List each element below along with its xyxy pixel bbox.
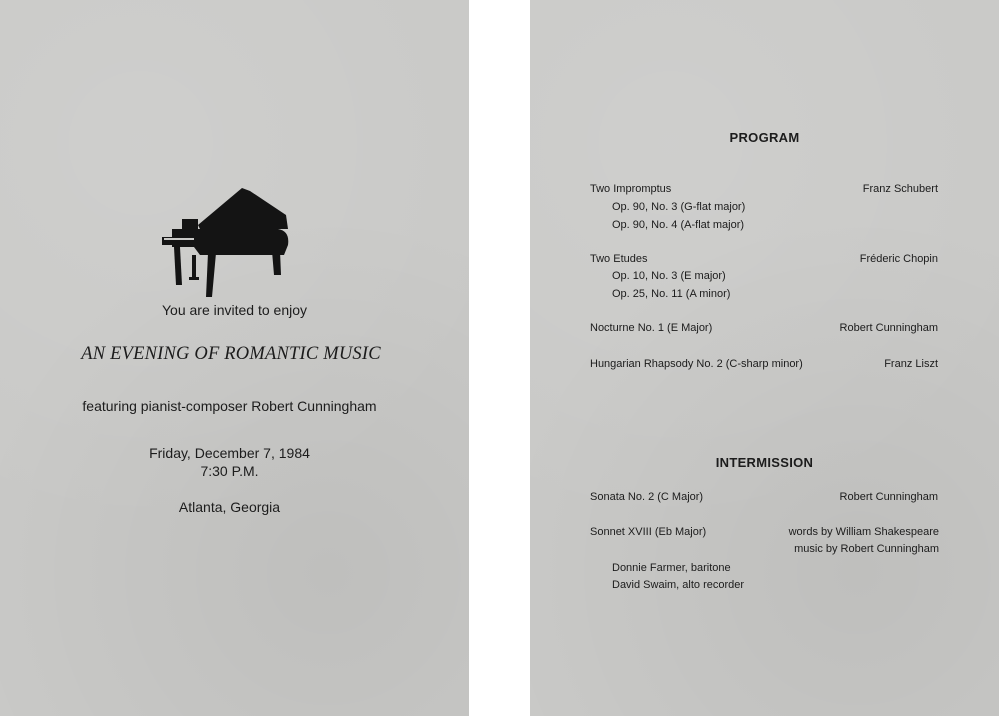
work-title: Nocturne No. 1 (E Major) bbox=[590, 322, 713, 334]
program-heading: PROGRAM bbox=[729, 130, 800, 145]
concert-time: 7:30 P.M. bbox=[200, 463, 259, 479]
composer-name: Robert Cunningham bbox=[839, 322, 938, 334]
performer: David Swaim, alto recorder bbox=[612, 579, 745, 591]
credit-line: words by William Shakespeare bbox=[788, 526, 939, 538]
work-title: Two Etudes bbox=[590, 253, 648, 265]
grand-piano-icon bbox=[160, 185, 292, 297]
invitation-line: You are invited to enjoy bbox=[161, 302, 308, 318]
composer-name: Fréderic Chopin bbox=[859, 253, 938, 265]
concert-title: AN EVENING OF ROMANTIC MUSIC bbox=[81, 344, 381, 364]
movement: Op. 25, No. 11 (A minor) bbox=[612, 288, 731, 300]
invitation-cover-page bbox=[0, 0, 469, 716]
composer-name: Franz Schubert bbox=[862, 183, 938, 195]
concert-date: Friday, December 7, 1984 bbox=[149, 445, 310, 461]
composer-name: Franz Liszt bbox=[884, 358, 938, 370]
work-title: Hungarian Rhapsody No. 2 (C-sharp minor) bbox=[590, 358, 803, 370]
work-title: Sonata No. 2 (C Major) bbox=[590, 491, 704, 503]
credit-line: music by Robert Cunningham bbox=[794, 543, 939, 555]
intermission-heading: INTERMISSION bbox=[715, 455, 814, 470]
program-page bbox=[530, 0, 999, 716]
performer: Donnie Farmer, baritone bbox=[612, 562, 731, 574]
movement: Op. 90, No. 3 (G-flat major) bbox=[612, 201, 746, 213]
work-title: Sonnet XVIII (Eb Major) bbox=[590, 526, 707, 538]
movement: Op. 10, No. 3 (E major) bbox=[612, 270, 726, 282]
movement: Op. 90, No. 4 (A-flat major) bbox=[612, 219, 745, 231]
work-title: Two Impromptus bbox=[590, 183, 672, 195]
featuring-line: featuring pianist-composer Robert Cunningham bbox=[82, 398, 377, 414]
concert-location: Atlanta, Georgia bbox=[178, 499, 281, 515]
composer-name: Robert Cunningham bbox=[839, 491, 938, 503]
